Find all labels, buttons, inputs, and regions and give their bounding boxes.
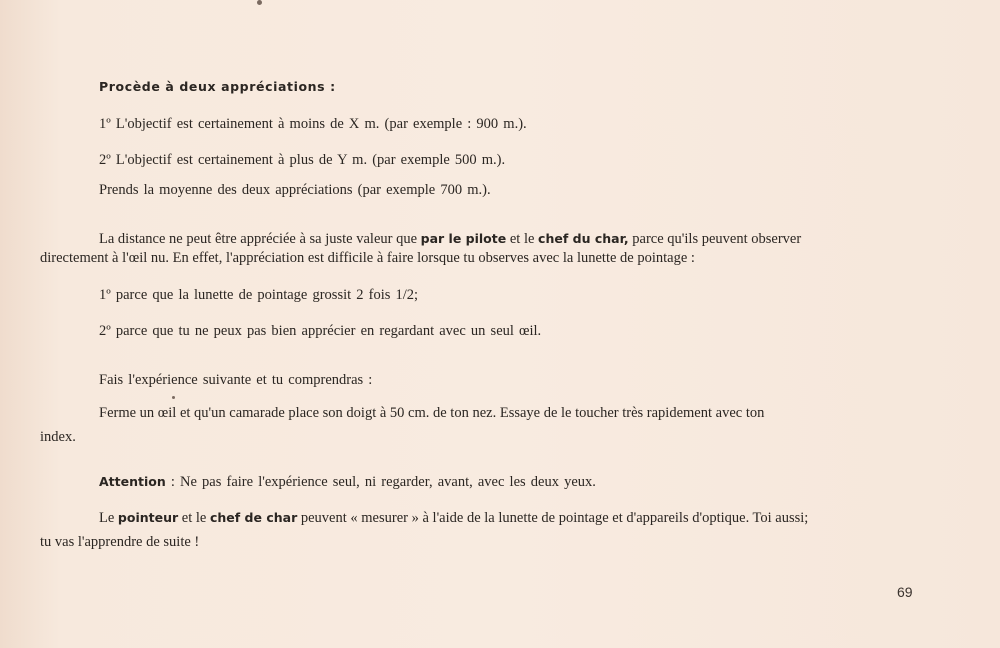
text-run: et le bbox=[509, 231, 535, 247]
step-two: 2º L'objectif est certainement à plus de Y m. (par exemple 500 m.). bbox=[99, 152, 506, 168]
page-number: 69 bbox=[897, 584, 913, 600]
experiment-intro: Fais l'expérience suivante et tu comprendras : bbox=[99, 372, 373, 388]
text-run: parce qu'ils peuvent observer bbox=[632, 231, 802, 247]
reason-one: 1º parce que la lunette de pointage grossit 2 fois 1/2; bbox=[99, 287, 419, 303]
closing-line-1 bbox=[99, 506, 808, 530]
step-average: Prends la moyenne des deux appréciations (par exemple 700 m.). bbox=[99, 182, 491, 198]
step-one: 1º L'objectif est certainement à moins de X m. (par exemple : 900 m.). bbox=[99, 116, 527, 132]
text-run: et le bbox=[181, 510, 207, 526]
reason-two: 2º parce que tu ne peux pas bien apprécier en regardant avec un seul œil. bbox=[99, 323, 542, 339]
attention-text: : Ne pas faire l'expérience seul, ni regarder, avant, avec les deux yeux. bbox=[170, 474, 596, 490]
experiment-line-1: Ferme un œil et qu'un camarade place son doigt à 50 cm. de ton nez. Essaye de le toucher très rapidement avec ton bbox=[99, 405, 765, 421]
emphasis-chef-de-char: chef de char bbox=[209, 510, 298, 525]
closing-line-2: tu vas l'apprendre de suite ! bbox=[40, 534, 200, 550]
section-heading: Procède à deux appréciations : bbox=[99, 79, 336, 94]
experiment-line-2: index. bbox=[40, 429, 76, 445]
ink-speck bbox=[257, 0, 262, 5]
emphasis-pointeur: pointeur bbox=[117, 510, 179, 525]
text-run: Le bbox=[99, 510, 115, 526]
text-run: La distance ne peut être appréciée à sa juste valeur que bbox=[99, 231, 418, 247]
attention-label: Attention bbox=[99, 474, 166, 489]
emphasis-chef-du-char: chef du char, bbox=[538, 231, 629, 246]
paragraph-distance-line-2: directement à l'œil nu. En effet, l'appréciation est difficile à faire lorsque tu observes avec la lunette de pointage : bbox=[40, 250, 695, 266]
emphasis-pilote: par le pilote bbox=[420, 231, 507, 246]
attention-note bbox=[99, 470, 596, 494]
ink-speck bbox=[172, 396, 175, 399]
text-run: peuvent « mesurer » à l'aide de la lunette de pointage et d'appareils d'optique. Toi aussi; bbox=[300, 510, 809, 526]
